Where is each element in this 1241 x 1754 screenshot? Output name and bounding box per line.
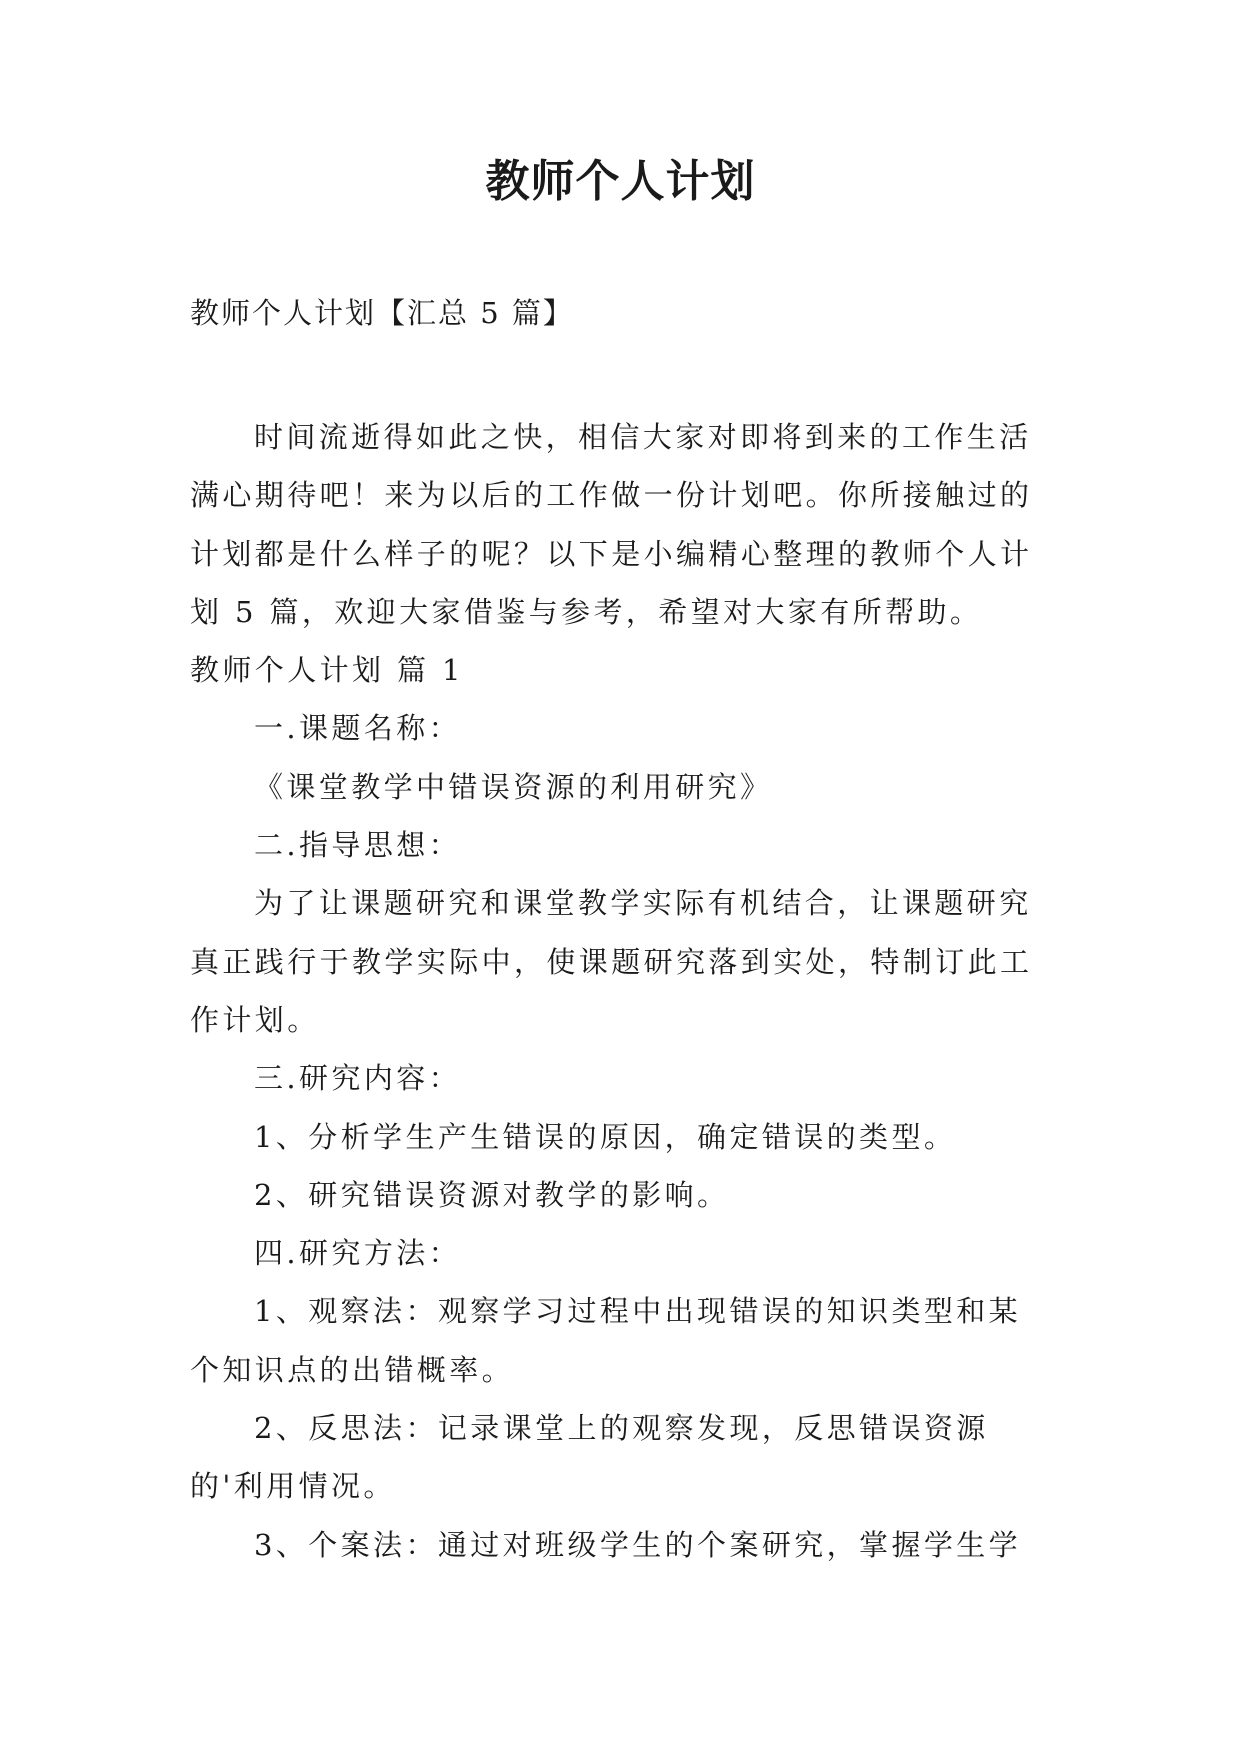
- document-body: [190, 408, 1050, 1574]
- section-heading-part-1: 教师个人计划 篇 1: [190, 653, 464, 688]
- heading-guiding-idea: 二.指导思想：: [254, 828, 462, 863]
- topic-name-text: 《课堂教学中错误资源的利用研究》: [254, 769, 773, 804]
- research-method-item-2: 2、反思法：记录课堂上的观察发现，反思错误资源的'利用情况。: [190, 1411, 989, 1504]
- research-content-item-1: 1、分析学生产生错误的原因，确定错误的类型。: [254, 1119, 957, 1154]
- research-method-item-1: 1、观察法：观察学习过程中出现错误的知识类型和某个知识点的出错概率。: [190, 1294, 1022, 1387]
- research-method-item-3: 3、个案法：通过对班级学生的个案研究，掌握学生学: [254, 1527, 1022, 1562]
- heading-topic-name: 一.课题名称：: [254, 711, 462, 746]
- document-title: 教师个人计划: [485, 156, 756, 207]
- guiding-idea-paragraph: 为了让课题研究和课堂教学实际有机结合，让课题研究真正践行于教学实际中，使课题研究落到实处，特制订此工作计划。: [190, 886, 1033, 1037]
- research-content-item-2: 2、研究错误资源对教学的影响。: [254, 1177, 730, 1212]
- heading-research-method: 四.研究方法：: [254, 1236, 462, 1271]
- intro-paragraph: 时间流逝得如此之快，相信大家对即将到来的工作生活满心期待吧！来为以后的工作做一份计划吧。你所接触过的计划都是什么样子的呢？以下是小编精心整理的教师个人计划 5 篇，欢迎大家借鉴与参考，希望对大家有所帮助。: [190, 420, 1033, 629]
- heading-research-content: 三.研究内容：: [254, 1061, 462, 1096]
- document-subtitle: 教师个人计划【汇总 5 篇】: [190, 296, 574, 330]
